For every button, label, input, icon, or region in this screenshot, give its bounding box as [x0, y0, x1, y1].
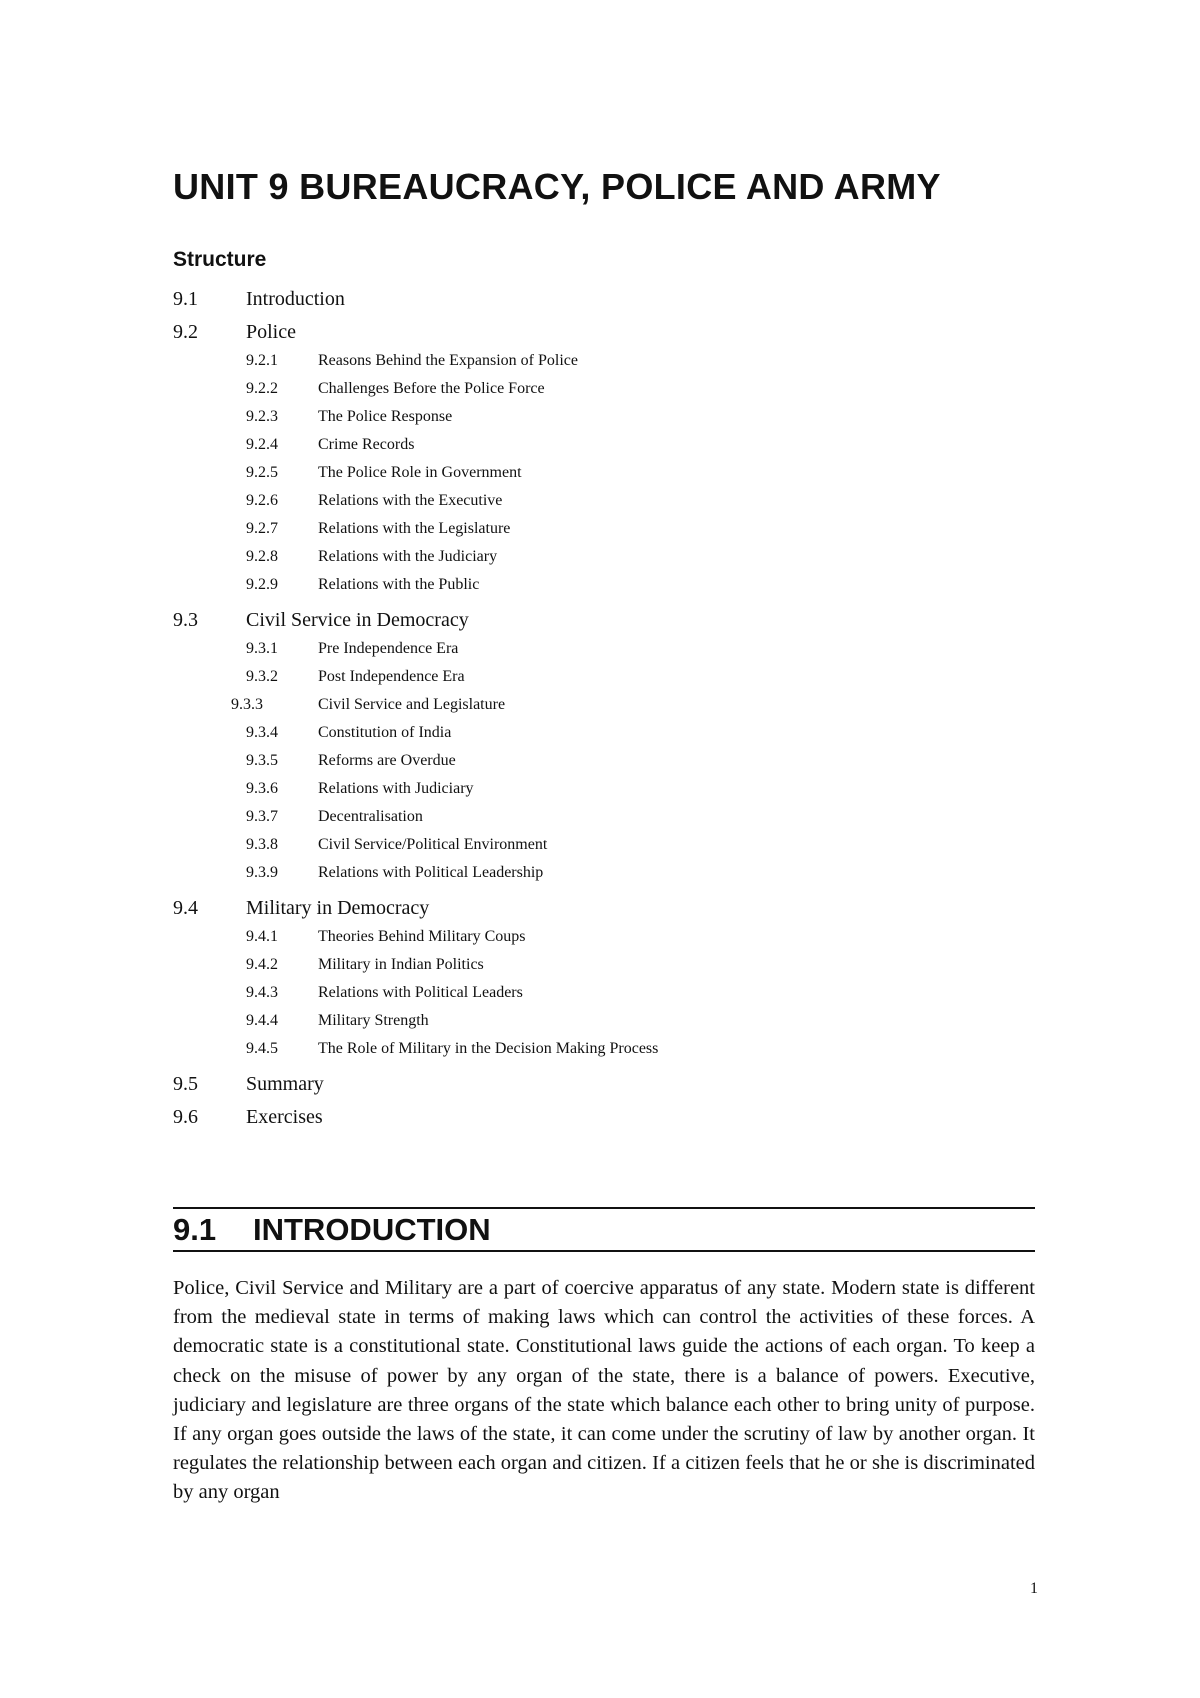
toc-entry-label: Military in Indian Politics [318, 956, 484, 973]
section-body-text: Police, Civil Service and Military are a part of coercive apparatus of any state. Modern state is different from the medieval state in terms of making laws which can control the activities of these forces. A democratic state is a constitutional state. Constitutional laws guide the actions of each organ. To keep a check on the misuse of power by any organ of the state, there is a balance of powers. Executive, judiciary and legislature are three organs of the state which balance each other to bring unity of purpose. If any organ goes outside the laws of the state, it can come under the scrutiny of law by another organ. It regulates the relationship between each organ and citizen. If a citizen feels that he or she is discriminated by any organ [173, 1277, 1035, 1504]
toc-entry-number: 9.3.5 [246, 752, 278, 769]
page-number: 1 [1030, 1580, 1038, 1597]
toc-entry-label: Reasons Behind the Expansion of Police [318, 352, 578, 369]
toc-entry-label: Relations with the Judiciary [318, 548, 498, 565]
toc-entry-number: 9.3.6 [246, 780, 278, 797]
toc-entry-number: 9.3.7 [246, 808, 278, 825]
toc-entry-number: 9.2.2 [246, 380, 278, 397]
toc-entry-number: 9.3.4 [246, 724, 278, 741]
toc-entry-number: 9.2.6 [246, 492, 278, 509]
toc-entry-label: Pre Independence Era [318, 640, 459, 657]
toc-entry-number: 9.2.1 [246, 352, 278, 369]
toc-entry-label: Civil Service/Political Environment [318, 836, 548, 853]
toc-entry-number: 9.2 [173, 321, 198, 343]
toc-entry-number: 9.4 [173, 897, 198, 919]
toc-entry-label: Reforms are Overdue [318, 752, 456, 769]
toc-entry-label: Crime Records [318, 436, 415, 453]
toc-entry-label: Summary [246, 1073, 324, 1095]
toc-entry-number: 9.6 [173, 1106, 198, 1128]
toc-entry-label: Relations with the Executive [318, 492, 503, 509]
toc-entry-label: Relations with Political Leaders [318, 984, 523, 1001]
section-rule-bottom [173, 1250, 1035, 1252]
toc-entry-label: Relations with Political Leadership [318, 864, 544, 881]
toc-entry-number: 9.4.2 [246, 956, 278, 973]
toc-entry-label: The Role of Military in the Decision Making Process [318, 1040, 659, 1057]
toc-entry-number: 9.4.4 [246, 1012, 278, 1029]
section-rule-top [173, 1207, 1035, 1209]
toc-entry-number: 9.2.3 [246, 408, 278, 425]
toc-entry-number: 9.4.5 [246, 1040, 278, 1057]
toc-entry-number: 9.4.1 [246, 928, 278, 945]
section-title: INTRODUCTION [253, 1212, 491, 1247]
toc-entry-number: 9.3.2 [246, 668, 278, 685]
toc-entry-label: Civil Service in Democracy [246, 609, 469, 631]
toc-entry-label: Military Strength [318, 1012, 429, 1029]
toc-entry-number: 9.2.5 [246, 464, 278, 481]
structure-heading: Structure [173, 248, 267, 271]
unit-title: UNIT 9 BUREAUCRACY, POLICE AND ARMY [173, 166, 941, 207]
toc-entry-label: Police [246, 321, 296, 343]
toc-entry-label: Relations with the Legislature [318, 520, 511, 537]
toc-entry-label: Challenges Before the Police Force [318, 380, 545, 397]
toc-entry-number: 9.3.3 [231, 696, 263, 713]
toc-entry-label: Military in Democracy [246, 897, 430, 919]
toc-entry-number: 9.3.9 [246, 864, 278, 881]
toc-entry-number: 9.2.7 [246, 520, 278, 537]
toc-entry-label: Relations with Judiciary [318, 780, 474, 797]
section-heading [173, 1212, 491, 1248]
toc-entry-label: Constitution of India [318, 724, 452, 741]
toc-entry-label: The Police Role in Government [318, 464, 522, 481]
toc-entry-label: Post Independence Era [318, 668, 465, 685]
toc-entry-number: 9.2.4 [246, 436, 278, 453]
toc-entry-label: Civil Service and Legislature [318, 696, 506, 713]
toc-entry-label: Theories Behind Military Coups [318, 928, 526, 945]
toc-entry-label: Relations with the Public [318, 576, 480, 593]
toc-entry-number: 9.2.8 [246, 548, 278, 565]
toc-entry-label: Decentralisation [318, 808, 423, 825]
toc-entry-number: 9.3.8 [246, 836, 278, 853]
toc-entry-number: 9.5 [173, 1073, 198, 1095]
section-number: 9.1 [173, 1212, 217, 1247]
toc-entry-number: 9.2.9 [246, 576, 278, 593]
toc-entry-number: 9.3.1 [246, 640, 278, 657]
toc-entry-number: 9.1 [173, 288, 198, 310]
toc-entry-number: 9.4.3 [246, 984, 278, 1001]
toc-entry-label: Introduction [246, 288, 345, 310]
toc-entry-label: The Police Response [318, 408, 453, 425]
toc-entry-label: Exercises [246, 1106, 323, 1128]
toc-entry-number: 9.3 [173, 609, 198, 631]
